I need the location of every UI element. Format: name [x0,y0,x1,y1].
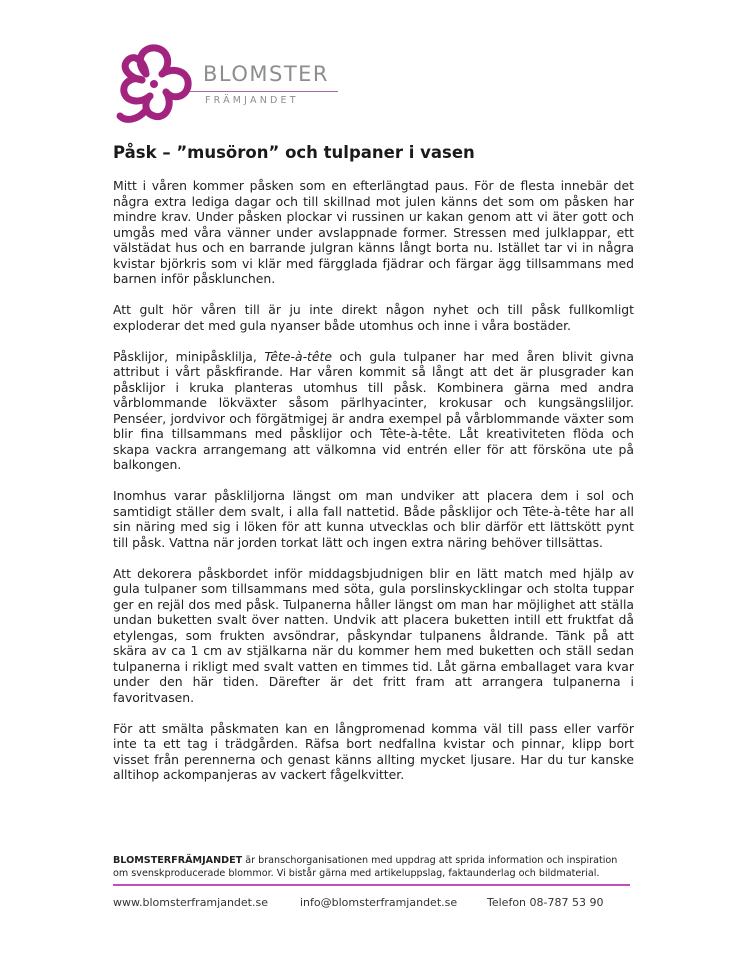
paragraph-3-rest: och gula tulpaner har med åren blivit givna attribut i vårt påskfirande. Har våren kommit så långt att det är plusgrader kan påsklijor i kruka planteras utomhus till påsk. Kombinera gärna med andra vårblommande lökväxter såsom pärlhyacinter, krokusar och kungsängsliljor. Penséer, jordvivor och förgätmigej är andra exempel på vårblommande växter som blir fina tillsammans med påsklijor och Tête-à-tête. Låt kreativiteten flöda och skapa vackra arrangemang att välkomna vid entrén eller för att försköna ute på balkongen. [113,348,635,472]
article-body [113,178,634,798]
paragraph-2: Att gult hör våren till är ju inte direkt någon nyhet och till påsk fullkomligt exploderar det med gula nyanser både utomhus och inne i våra bostäder. [113,302,634,333]
logo-divider [190,91,338,92]
flower-logo-icon [112,40,202,132]
footer-note [113,854,633,880]
paragraph-1: Mitt i våren kommer påsken som en efterlängtad paus. För de flesta innebär det några extra lediga dagar och till skillnad mot julen känns det som om påsken har mindre krav. Under påsken plockar vi russinen ur kakan genom att vi äter gott och umgås med våra vänner under avslappnade former. Stressen med julklappar, ett välstädat hus och en barrande julgran känns långt borta nu. Istället tar vi in några kvistar björkris som vi klär med färgglada fjädrar och färgar ägg tillsammans med barnen inför påsklunchen. [113,178,634,286]
footer-note-text: är branschorganisationen med uppdrag att sprida information och inspiration om svenskproducerade blommor. Vi bistår gärna med artikeluppslag, faktaunderlag och bildmaterial. [113,855,618,879]
website-link[interactable]: www.blomsterframjandet.se [113,896,268,909]
paragraph-3 [113,349,634,473]
footer-org-name: BLOMSTERFRÄMJANDET [113,855,243,866]
brand-logo [112,40,352,132]
footer-divider [113,884,630,886]
logo-sub-text: FRÄMJANDET [205,95,299,106]
paragraph-5: Att dekorera påskbordet inför middagsbjudnigen blir en lätt match med hjälp av gula tulpaner som tillsammans med söta, gula porslinskycklingar och stolta tuppar ger en rejäl dos med påsk. Tulpanerna håller längst om man har möjlighet att ställa undan buketten svalt över natten. Undvik att placera buketten intill ett fruktfat då etylengas, som frukten avsöndrar, påskyndar tulpanens åldrande. Tänk på att skära av ca 1 cm av stjälkarna när du kommer hem med buketten och ställ sedan tulpanerna i rikligt med svalt vatten en timmes tid. Låt gärna emballaget vara kvar under den här tiden. Därefter är det fritt fram att arrangera tulpanerna i favoritvasen. [113,565,634,705]
paragraph-3-emphasis: Tête-à-tête [264,348,333,364]
paragraph-4: Inomhus varar påskliljorna längst om man undviker att placera dem i sol och samtidigt ställer dem svalt, i alla fall nattetid. Både påsklijor och Tête-à-tête har all sin näring med sig i löken för att kunna utvecklas och blir därför ett lättskött pynt till påsk. Vattna när jorden torkat lätt och ingen extra näring behöver tillsättas. [113,488,634,550]
email-link[interactable]: info@blomsterframjandet.se [300,896,458,909]
paragraph-6: För att smälta påskmaten kan en långpromenad komma väl till pass eller varför inte ta ett tag i trädgården. Räfsa bort nedfallna kvistar och pinnar, klipp bort visset från perennerna och genast känns allting mycket ljusare. Har du tur kanske alltihop ackompanjeras av vackert fågelkvitter. [113,720,634,782]
paragraph-3-start: Påsklijor, minipåsklilja, [113,348,265,364]
article-title: Påsk – ”musöron” och tulpaner i vasen [113,143,475,162]
phone-number: Telefon 08-787 53 90 [487,896,604,909]
logo-brand-text: BLOMSTER [203,62,330,86]
